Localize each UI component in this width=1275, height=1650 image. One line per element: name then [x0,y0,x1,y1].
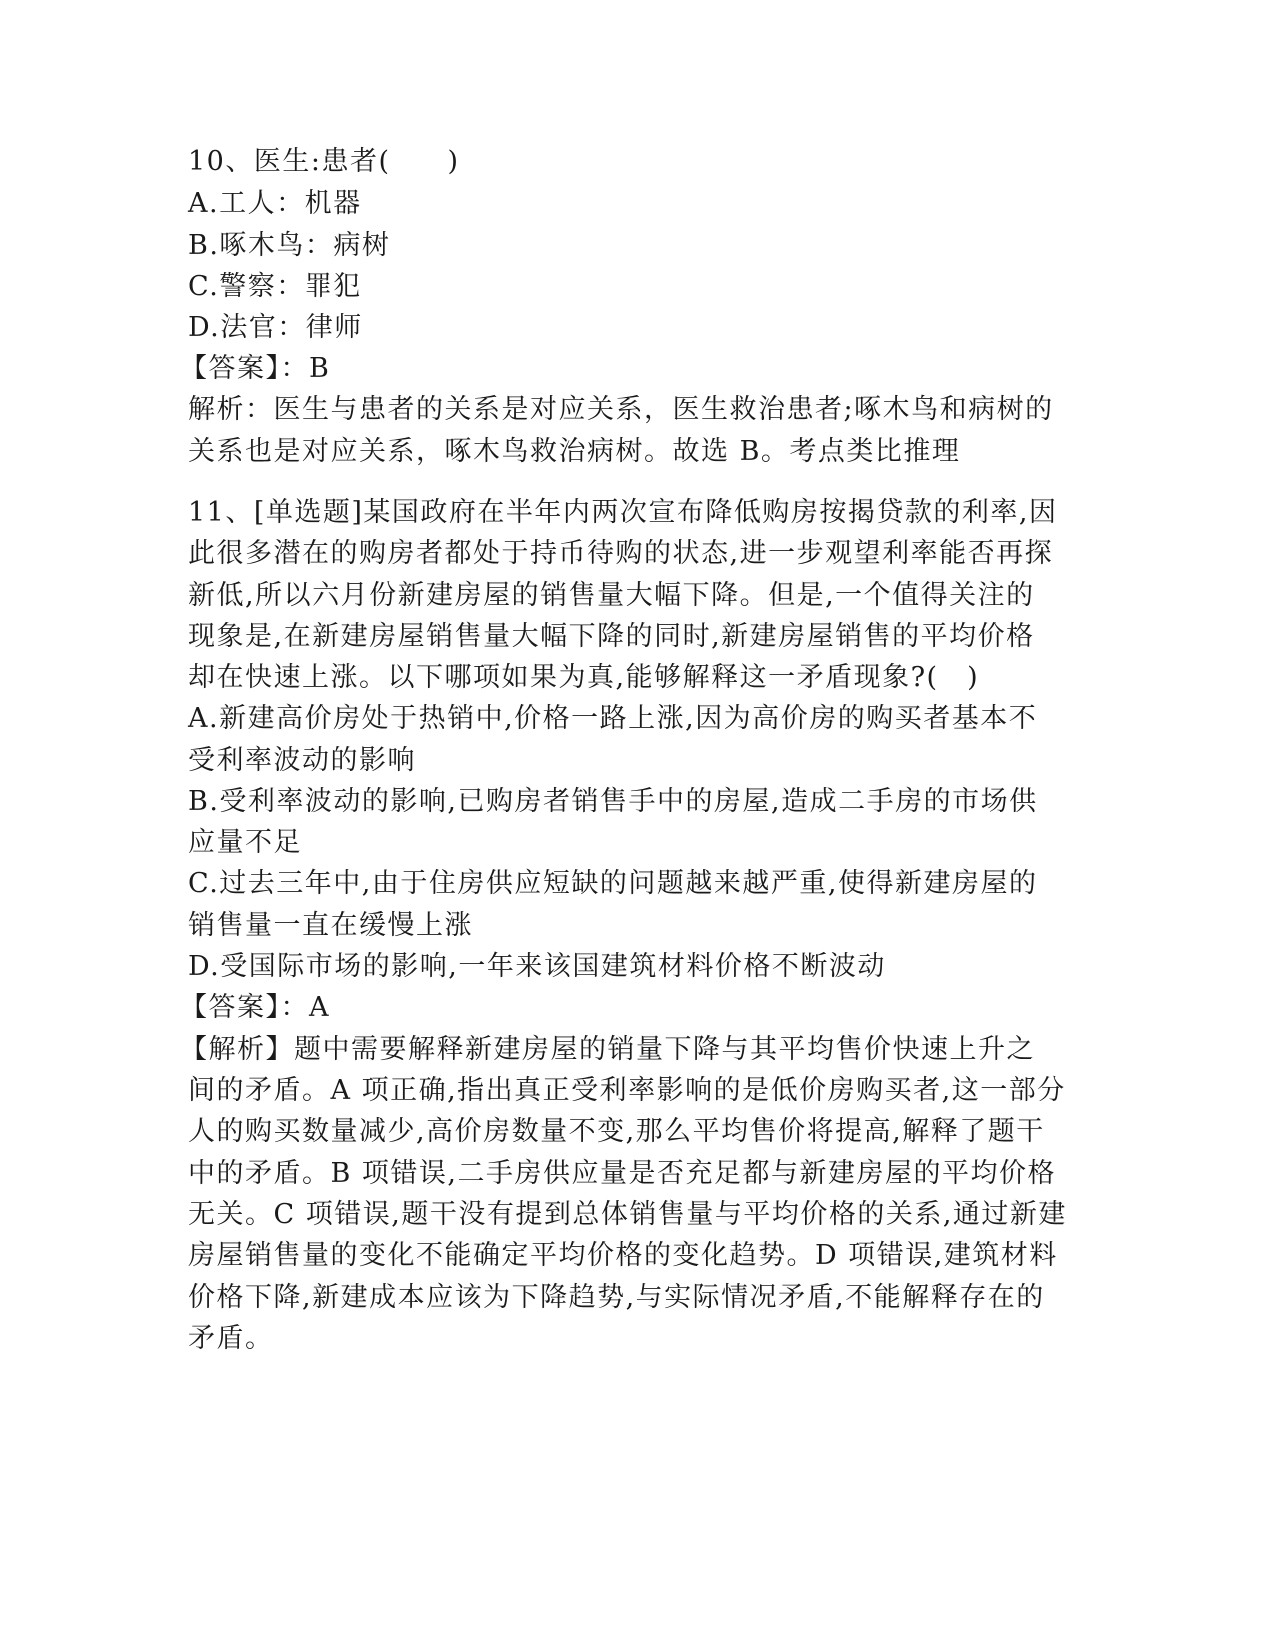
q11-option-b-cont: 应量不足 [188,827,302,858]
q11-stem-line: 却在快速上涨。以下哪项如果为真,能够解释这一矛盾现象?( ) [188,662,980,693]
q11-analysis-line: 间的矛盾。A 项正确,指出真正受利率影响的是低价房购买者,这一部分 [188,1075,1066,1106]
q11-option-d: D.受国际市场的影响,一年来该国建筑材料价格不断波动 [188,951,886,982]
q11-analysis-line: 人的购买数量减少,高价房数量不变,那么平均售价将提高,解释了题干 [188,1116,1045,1147]
q10-analysis-line: 解析：医生与患者的关系是对应关系，医生救治患者;啄木鸟和病树的 [188,394,1054,425]
q10-analysis-line: 关系也是对应关系，啄木鸟救治病树。故选 B。考点类比推理 [188,436,961,467]
q10-option-b: B.啄木鸟：病树 [188,230,391,261]
q11-stem-line: 现象是,在新建房屋销售量大幅下降的同时,新建房屋销售的平均价格 [188,621,1035,652]
q10-option-a: A.工人：机器 [188,188,362,219]
q11-stem-line: 此很多潜在的购房者都处于持币待购的状态,进一步观望利率能否再探 [188,538,1054,569]
q11-option-b: B.受利率波动的影响,已购房者销售手中的房屋,造成二手房的市场供 [188,786,1038,817]
q10-answer: 【答案】：B [180,353,331,384]
q11-analysis-line: 价格下降,新建成本应该为下降趋势,与实际情况矛盾,不能解释存在的 [188,1282,1045,1313]
q11-stem-line: 新低,所以六月份新建房屋的销售量大幅下降。但是,一个值得关注的 [188,580,1035,611]
q10-option-c: C.警察：罪犯 [188,271,362,302]
q11-option-c-cont: 销售量一直在缓慢上涨 [188,910,473,941]
q11-answer: 【答案】：A [180,992,330,1023]
q11-analysis-line: 【解析】题中需要解释新建房屋的销量下降与其平均售价快速上升之 [180,1034,1035,1065]
q10-option-d: D.法官：律师 [188,312,363,343]
q11-analysis-line: 无关。C 项错误,题干没有提到总体销售量与平均价格的关系,通过新建 [188,1199,1067,1230]
q11-option-c: C.过去三年中,由于住房供应短缺的问题越来越严重,使得新建房屋的 [188,868,1038,899]
q10-stem: 10、医生:患者( ) [188,146,460,177]
q11-option-a: A.新建高价房处于热销中,价格一路上涨,因为高价房的购买者基本不 [188,703,1038,734]
q11-analysis-line: 中的矛盾。B 项错误,二手房供应量是否充足都与新建房屋的平均价格 [188,1158,1057,1189]
q11-stem-line: 11、[单选题]某国政府在半年内两次宣布降低购房按揭贷款的利率,因 [188,497,1058,528]
q11-analysis-line: 矛盾。 [188,1323,274,1354]
q11-option-a-cont: 受利率波动的影响 [188,745,416,776]
q11-analysis-line: 房屋销售量的变化不能确定平均价格的变化趋势。D 项错误,建筑材料 [188,1240,1058,1271]
